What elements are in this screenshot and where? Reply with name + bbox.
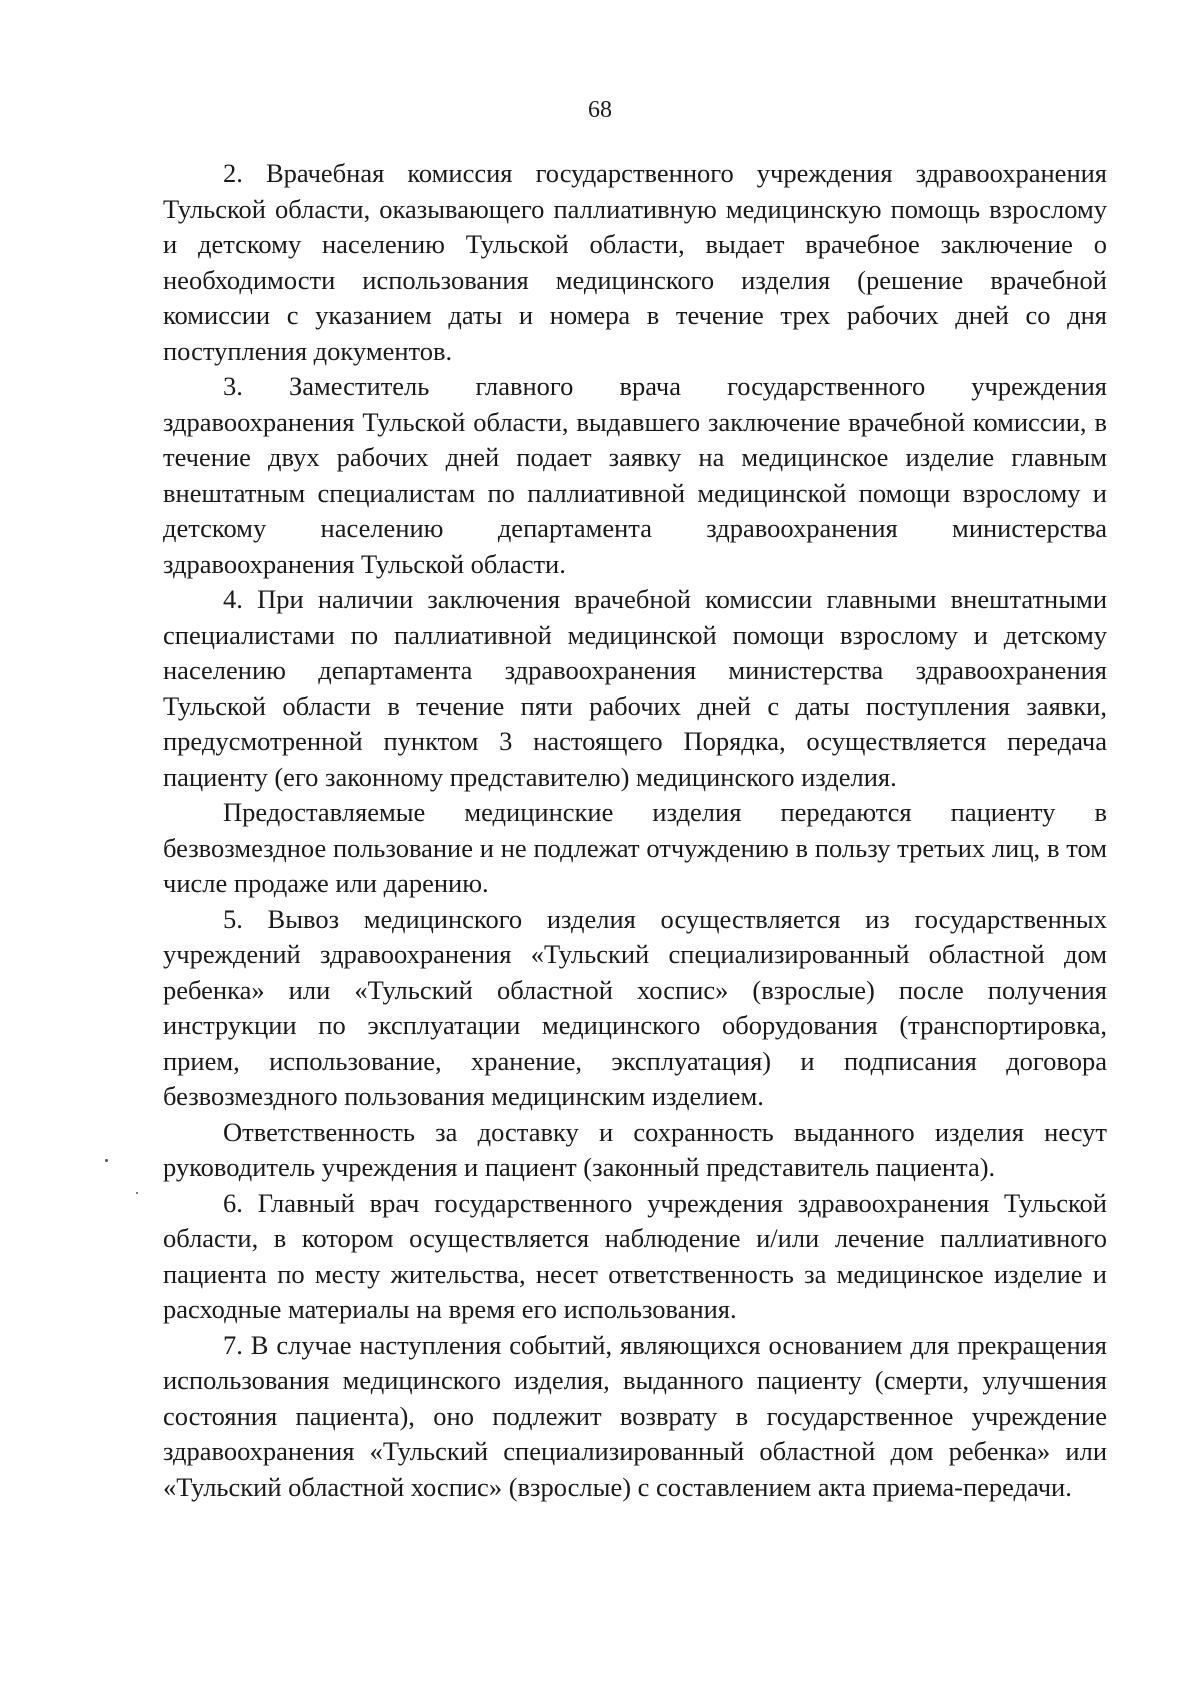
paragraph-item-3: 3. Заместитель главного врача государственного учреждения здравоохранения Тульской области, выдавшего заключение врачебной комиссии, в течение двух рабочих дней подает заявку на медицинское изделие главным внештатным специалистам по паллиативной медицинской помощи взрослому и детскому населению департамента здравоохранения министерства здравоохранения Тульской области.	[163, 371, 1107, 579]
scan-artifact	[105, 1159, 108, 1162]
page-number: 68	[588, 97, 612, 123]
document-body	[163, 156, 1107, 1505]
paragraph-item-2: 2. Врачебная комиссия государственного учреждения здравоохранения Тульской области, оказывающего паллиативную медицинскую помощь взрослому и детскому населению Тульской области, выдает врачебное заключение о необходимости использования медицинского изделия (решение врачебной комиссии с указанием даты и номера в течение трех рабочих дней со дня поступления документов.	[163, 158, 1107, 366]
paragraph-item-4: 4. При наличии заключения врачебной комиссии главными внештатными специалистами по паллиативной медицинской помощи взрослому и детскому населению департамента здравоохранения министерства здравоохранения Тульской области в течение пяти рабочих дней с даты поступления заявки, предусмотренной пунктом 3 настоящего Порядка, осуществляется передача пациенту (его законному представителю) медицинского изделия.	[163, 584, 1107, 792]
scan-artifact	[136, 1192, 138, 1194]
paragraph-item-4-note: Предоставляемые медицинские изделия передаются пациенту в безвозмездное пользование и не подлежат отчуждению в пользу третьих лиц, в том числе продаже или дарению.	[163, 797, 1107, 898]
paragraph-item-5-note: Ответственность за доставку и сохранность выданного изделия несут руководитель учреждения и пациент (законный представитель пациента).	[163, 1116, 1107, 1182]
paragraph-item-7: 7. В случае наступления событий, являющихся основанием для прекращения использования медицинского изделия, выданного пациенту (смерти, улучшения состояния пациента), оно подлежит возврату в государственное учреждение здравоохранения «Тульский специализированный областной дом ребенка» или «Тульский областной хоспис» (взрослые) с составлением акта приема-передачи.	[163, 1329, 1107, 1502]
paragraph-item-6: 6. Главный врач государственного учреждения здравоохранения Тульской области, в котором осуществляется наблюдение и/или лечение паллиативного пациента по месту жительства, несет ответственность за медицинское изделие и расходные материалы на время его использования.	[163, 1187, 1107, 1324]
paragraph-item-5: 5. Вывоз медицинского изделия осуществляется из государственных учреждений здравоохранения «Тульский специализированный областной дом ребенка» или «Тульский областной хоспис» (взрослые) после получения инструкции по эксплуатации медицинского оборудования (транспортировка, прием, использование, хранение, эксплуатация) и подписания договора безвозмездного пользования медицинским изделием.	[163, 903, 1107, 1111]
